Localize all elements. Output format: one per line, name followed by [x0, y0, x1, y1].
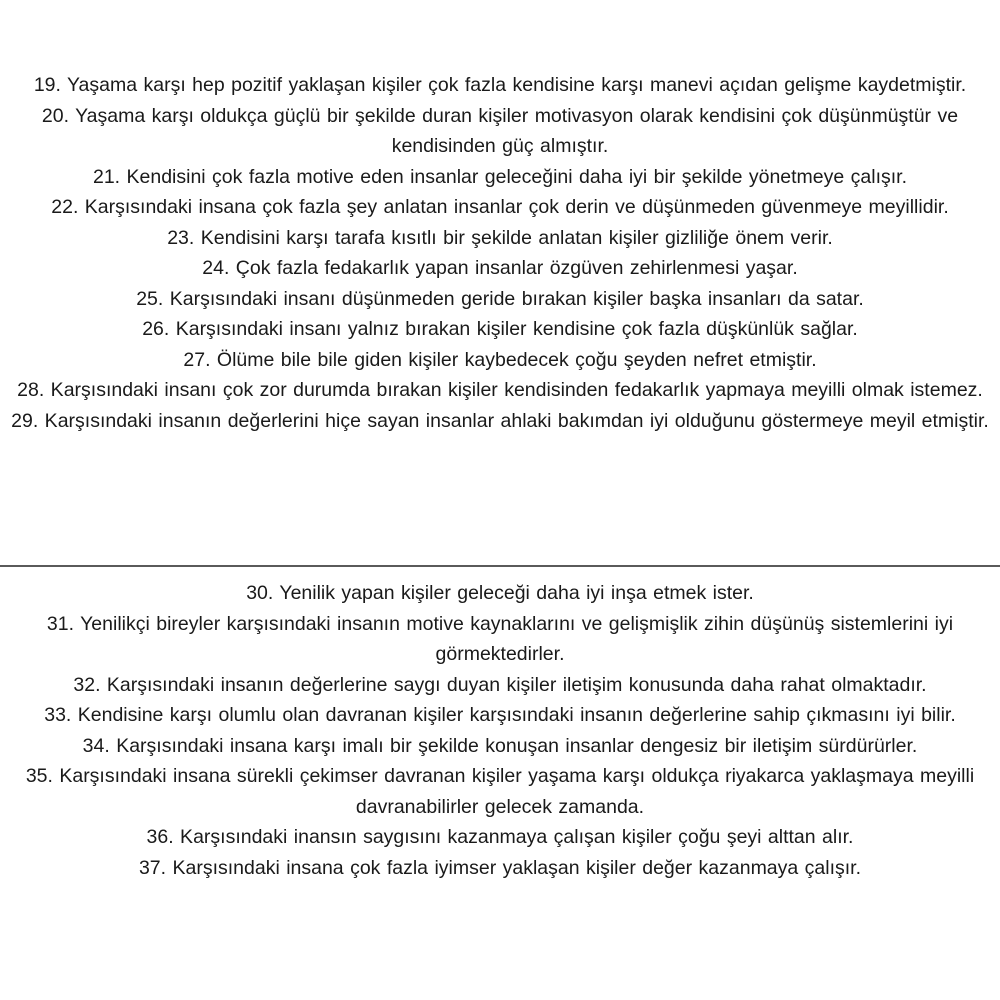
- statement-25: 25. Karşısındaki insanı düşünmeden geride bırakan kişiler başka insanları da satar.: [136, 287, 864, 310]
- statement-33: 33. Kendisine karşı olumlu olan davranan kişiler karşısındaki insanın değerlerine sahip çıkmasını iyi bilir.: [44, 704, 956, 726]
- section-divider: [0, 565, 1000, 567]
- statement-27: 27. Ölüme bile bile giden kişiler kaybedecek çoğu şeyden nefret etmiştir.: [183, 348, 817, 371]
- statement-list-section-2: [0, 578, 1000, 883]
- statement-30: 30. Yenilik yapan kişiler geleceği daha iyi inşa etmek ister.: [246, 582, 754, 604]
- statement-22: 22. Karşısındaki insana çok fazla şey anlatan insanlar çok derin ve düşünmeden güvenmeye meyillidir.: [51, 196, 949, 218]
- statement-23: 23. Kendisini karşı tarafa kısıtlı bir şekilde anlatan kişiler gizliliğe önem verir.: [167, 226, 833, 249]
- statement-19: 19. Yaşama karşı hep pozitif yaklaşan kişiler çok fazla kendisine karşı manevi açıdan gelişme kaydetmiştir.: [33, 74, 967, 96]
- statement-34: 34. Karşısındaki insana karşı imalı bir şekilde konuşan insanlar dengesiz bir iletişim sürdürürler.: [82, 734, 918, 757]
- statement-24: 24. Çok fazla fedakarlık yapan insanlar özgüven zehirlenmesi yaşar.: [202, 257, 798, 279]
- statement-31: 31. Yenilikçi bireyler karşısındaki insanın motive kaynaklarını ve gelişmişlik zihin düşünüş sistemlerini iyi görmektedirler.: [46, 612, 954, 665]
- statement-list-section-1: [0, 70, 1000, 436]
- statement-36: 36. Karşısındaki inansın saygısını kazanmaya çalışan kişiler çoğu şeyi alttan alır.: [146, 826, 854, 848]
- statement-32: 32. Karşısındaki insanın değerlerine saygı duyan kişiler iletişim konusunda daha rahat olmaktadır.: [73, 673, 927, 696]
- statement-21: 21. Kendisini çok fazla motive eden insanlar geleceğini daha iyi bir şekilde yönetmeye çalışır.: [92, 165, 908, 188]
- statement-29: 29. Karşısındaki insanın değerlerini hiçe sayan insanlar ahlaki bakımdan iyi olduğunu göstermeye meyil etmiştir.: [11, 409, 989, 432]
- statement-28: 28. Karşısındaki insanı çok zor durumda bırakan kişiler kendisinden fedakarlık yapmaya meyilli olmak istemez.: [17, 379, 983, 401]
- statement-20: 20. Yaşama karşı oldukça güçlü bir şekilde duran kişiler motivasyon olarak kendisini çok düşünmüştür ve kendisinden güç almıştır.: [41, 104, 959, 157]
- statement-26: 26. Karşısındaki insanı yalnız bırakan kişiler kendisine çok fazla düşkünlük sağlar.: [142, 318, 858, 340]
- statement-37: 37. Karşısındaki insana çok fazla iyimser yaklaşan kişiler değer kazanmaya çalışır.: [138, 856, 862, 879]
- statement-35: 35. Karşısındaki insana sürekli çekimser davranan kişiler yaşama karşı oldukça riyakarca yaklaşmaya meyilli davranabilirler gelecek zamanda.: [25, 765, 975, 818]
